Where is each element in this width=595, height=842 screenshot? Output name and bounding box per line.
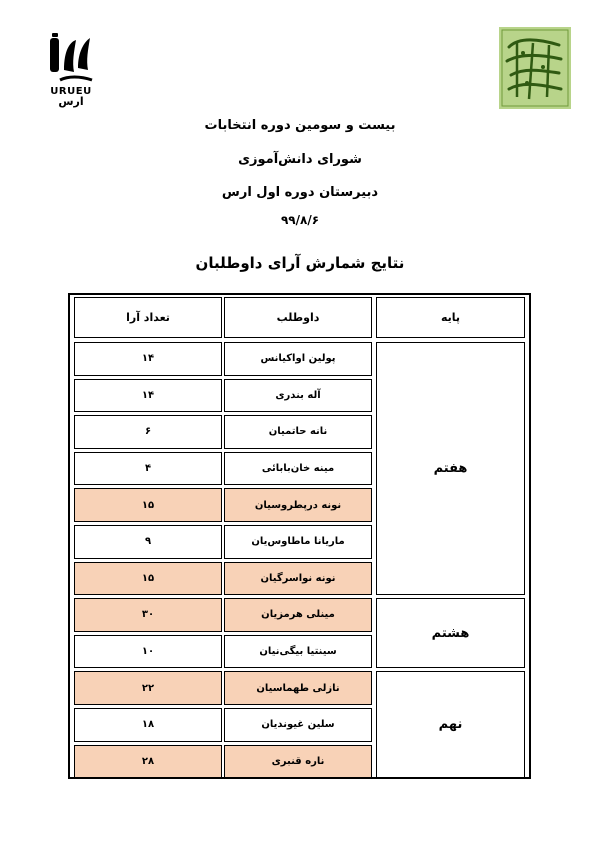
candidate-name-cell: ناره قنبری (224, 745, 372, 779)
header-grade: پایه (376, 297, 525, 338)
candidate-name-cell: سینتیا بیگی‌نیان (224, 635, 372, 669)
vote-count-cell: ۱۰ (74, 635, 222, 669)
candidate-name-cell: نونه نواسرگیان (224, 562, 372, 596)
table-title: نتایج شمارش آرای داوطلبان (195, 254, 405, 272)
vote-count-cell: ۱۸ (74, 708, 222, 742)
candidate-name-cell: سلین غیوندیان (224, 708, 372, 742)
heading-council: شورای دانش‌آموزی (238, 152, 362, 167)
vote-count-cell: ۱۵ (74, 562, 222, 596)
calligraphy-logo (499, 27, 571, 109)
grade-cell: نهم (376, 671, 525, 778)
vote-count-cell: ۱۴ (74, 342, 222, 376)
header-candidate: داوطلب (224, 297, 372, 338)
candidate-name-cell: مینلی هرمزیان (224, 598, 372, 632)
candidate-name-cell: آله بندری (224, 379, 372, 413)
school-logo-mark (40, 30, 100, 86)
school-logo (40, 30, 100, 110)
brand-latin: URUEU (50, 86, 92, 97)
candidate-name-cell: ماریانا ماطاوس‌یان (224, 525, 372, 559)
candidate-name-cell: نونه درپطروسیان (224, 488, 372, 522)
header-votes: تعداد آرا (74, 297, 222, 338)
heading-election: بیست و سومین دوره انتخابات (204, 118, 396, 133)
candidate-name-cell: پولین اواکیانس (224, 342, 372, 376)
vote-count-cell: ۳۰ (74, 598, 222, 632)
candidate-name-cell: نانه حاتمیان (224, 415, 372, 449)
vote-count-cell: ۶ (74, 415, 222, 449)
vote-count-cell: ۲۲ (74, 671, 222, 705)
vote-count-cell: ۲۸ (74, 745, 222, 779)
grade-cell: هفتم (376, 342, 525, 595)
vote-count-cell: ۱۴ (74, 379, 222, 413)
candidate-name-cell: مینه خان‌بابائی (224, 452, 372, 486)
candidate-name-cell: نازلی طهماسیان (224, 671, 372, 705)
vote-count-cell: ۱۵ (74, 488, 222, 522)
date-label: ۹۹/۸/۶ (280, 213, 320, 227)
brand-farsi: ارس (58, 95, 84, 108)
vote-count-cell: ۹ (74, 525, 222, 559)
vote-count-cell: ۴ (74, 452, 222, 486)
grade-cell: هشتم (376, 598, 525, 668)
heading-school: دبیرستان دوره اول ارس (221, 185, 379, 200)
results-table (68, 293, 531, 779)
